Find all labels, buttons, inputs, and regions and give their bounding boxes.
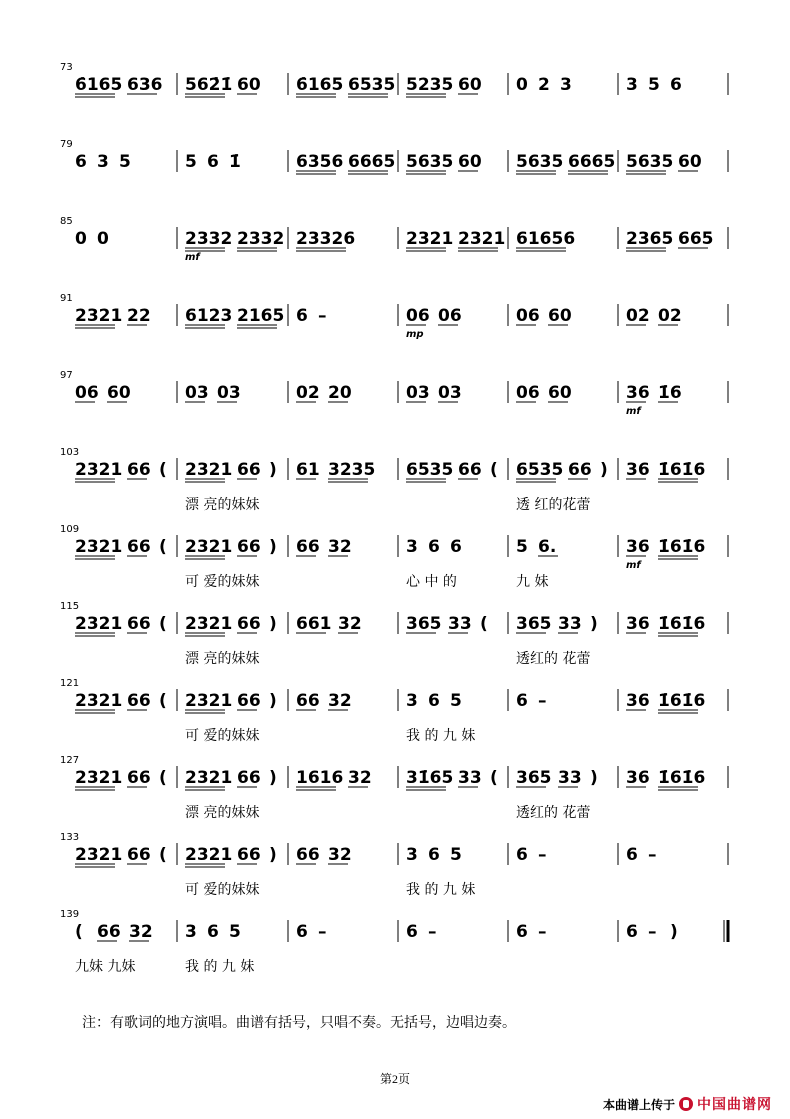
note-group: ) (269, 614, 277, 634)
note-group: 66 (568, 460, 592, 480)
lyric-line: 九妹 九妹 (75, 959, 136, 975)
note-group: ( (159, 768, 167, 788)
note-group: 66 (127, 691, 151, 711)
note-group: ) (269, 460, 277, 480)
note-group: 5 (516, 537, 528, 557)
note-group: ( (480, 614, 488, 634)
note-group: 60 (678, 152, 702, 172)
note-group: 6 (296, 922, 308, 942)
note-group: 665 (678, 229, 714, 249)
note-group: 0 (75, 229, 87, 249)
note-group: ) (600, 460, 608, 480)
note-group: 32 (328, 691, 352, 711)
note-group: 66 (127, 460, 151, 480)
note-group: 6 (428, 691, 440, 711)
measure-number: 103 (60, 447, 80, 458)
lyric-line: 漂 亮的妹妹 (185, 651, 260, 667)
note-group: 1̇61̇6 (658, 614, 706, 634)
measure-number: 79 (60, 139, 73, 150)
measure-number: 73 (60, 62, 73, 73)
note-group: 32 (328, 845, 352, 865)
note-group: 5235 (406, 75, 454, 95)
lyric-line: 可 爱的妹妹 (185, 728, 260, 744)
note-group: 1̇61̇6 (658, 460, 706, 480)
note-group: 6535 (348, 75, 396, 95)
note-group: 03 (406, 383, 430, 403)
note-group: – (538, 922, 547, 942)
note-group: 02 (658, 306, 682, 326)
note-group: 36 (626, 691, 650, 711)
note-group: 0 (516, 75, 528, 95)
note-group: 06 (406, 306, 430, 326)
note-group: 33 (558, 768, 582, 788)
note-group: 66 (127, 537, 151, 557)
note-group: ) (269, 537, 277, 557)
measure-number: 127 (60, 755, 80, 766)
page-number: 第2页 (379, 1072, 410, 1086)
note-group: ) (670, 922, 678, 942)
note-group: 6356 (296, 152, 344, 172)
note-group: ( (159, 691, 167, 711)
note-group: 365 (516, 768, 552, 788)
note-group: 365 (516, 614, 552, 634)
site-name[interactable]: 中国曲谱网 (697, 1096, 772, 1112)
note-group: 66 (237, 614, 261, 634)
note-group: 2321 (185, 845, 233, 865)
note-group: 61 (296, 460, 320, 480)
note-group: 6 (516, 845, 528, 865)
note-group: 6 (207, 922, 219, 942)
note-group: 03 (217, 383, 241, 403)
note-group: 6 (75, 152, 87, 172)
note-group: 66 (296, 537, 320, 557)
note-group: 6 (428, 845, 440, 865)
note-group: 66 (127, 845, 151, 865)
note-group: 36 (626, 537, 650, 557)
note-group: 06 (438, 306, 462, 326)
note-group: 3 (406, 845, 418, 865)
note-group: 1̇ (229, 152, 241, 172)
note-group: 3 (626, 75, 638, 95)
note-group: 2321 (185, 768, 233, 788)
note-group: 5635 (406, 152, 454, 172)
note-group: 2321 (75, 306, 123, 326)
note-group: 3 (560, 75, 572, 95)
note-group: 5 (185, 152, 197, 172)
note-group: 66 (296, 845, 320, 865)
note-group: 60 (458, 75, 482, 95)
note-group: 5 (450, 845, 462, 865)
note-group: – (648, 845, 657, 865)
note-group: 6 (428, 537, 440, 557)
note-group: 23326 (296, 229, 356, 249)
note-group: 562̇1̇ (185, 75, 233, 95)
note-group: 3235 (328, 460, 376, 480)
note-group: 66 (296, 691, 320, 711)
note-group: 1̇6 (658, 383, 682, 403)
note-group: 66 (237, 845, 261, 865)
note-group: ) (590, 614, 598, 634)
note-group: 1̇61̇6 (658, 768, 706, 788)
note-group: 6 (207, 152, 219, 172)
note-group: 1̇61̇6 (658, 691, 706, 711)
note-group: 66 (237, 768, 261, 788)
lyric-line: 透红的 花蕾 (516, 805, 591, 821)
note-group: 36 (626, 768, 650, 788)
note-group: 33 (558, 614, 582, 634)
note-group: 32 (328, 537, 352, 557)
note-group: 5 (648, 75, 660, 95)
note-group: ) (269, 768, 277, 788)
note-group: 03 (185, 383, 209, 403)
note-group: 6 (626, 922, 638, 942)
note-group: 6 (516, 922, 528, 942)
lyric-line: 我 的 九 妹 (406, 882, 476, 898)
note-group: 6 (670, 75, 682, 95)
note-group: 02 (296, 383, 320, 403)
note-group: 1616 (296, 768, 344, 788)
note-group: 2321 (185, 614, 233, 634)
note-group: 0 (97, 229, 109, 249)
note-group: ) (590, 768, 598, 788)
note-group: – (538, 845, 547, 865)
note-group: ( (75, 922, 83, 942)
note-group: 5 (119, 152, 131, 172)
upload-footer (603, 1094, 772, 1114)
note-group: 661 (296, 614, 332, 634)
note-group: 6665 (348, 152, 396, 172)
note-group: 32 (338, 614, 362, 634)
note-group: – (648, 922, 657, 942)
note-group: 60 (548, 306, 572, 326)
dynamic-mark: mf (626, 560, 641, 571)
note-group: 2321 (75, 768, 123, 788)
note-group: 22 (127, 306, 151, 326)
note-group: 6 (626, 845, 638, 865)
measure-number: 139 (60, 909, 80, 920)
lyric-line: 我 的 九 妹 (406, 728, 476, 744)
note-group: ( (159, 845, 167, 865)
note-group: 2165 (237, 306, 285, 326)
note-group: 6̇165 (75, 75, 123, 95)
note-group: 60 (458, 152, 482, 172)
note-group: 33 (458, 768, 482, 788)
note-group: 6 (406, 922, 418, 942)
note-group: – (538, 691, 547, 711)
note-group: 02 (626, 306, 650, 326)
lyric-line: 漂 亮的妹妹 (185, 497, 260, 513)
note-group: 06 (75, 383, 99, 403)
note-group: 3 (185, 922, 197, 942)
note-group: 5635 (516, 152, 564, 172)
note-group: – (318, 306, 327, 326)
note-group: 60 (548, 383, 572, 403)
measure-number: 91 (60, 293, 73, 304)
note-group: 2332 (237, 229, 285, 249)
note-group: 66 (237, 691, 261, 711)
note-group: 5 (229, 922, 241, 942)
note-group: 20 (328, 383, 352, 403)
performance-note: 注：有歌词的地方演唱。曲谱有括号，只唱不奏。无括号，边唱边奏。 (82, 1015, 516, 1031)
lyric-line: 可 爱的妹妹 (185, 574, 260, 590)
note-group: 6 (296, 306, 308, 326)
note-group: 636 (127, 75, 163, 95)
note-group: 2321 (185, 537, 233, 557)
note-group: 2332 (185, 229, 233, 249)
upload-text: 本曲谱上传于 (602, 1097, 675, 1112)
note-group: 6535 (516, 460, 564, 480)
note-group: ) (269, 845, 277, 865)
measure-number: 97 (60, 370, 73, 381)
note-group: 66 (237, 537, 261, 557)
note-group: 3 (406, 691, 418, 711)
note-group: 1̇61̇6 (658, 537, 706, 557)
note-group: 2 (538, 75, 550, 95)
note-group: ) (269, 691, 277, 711)
dynamic-mark: mp (406, 329, 424, 340)
lyric-line: 透红的 花蕾 (516, 651, 591, 667)
note-group: 60 (107, 383, 131, 403)
lyric-line: 我 的 九 妹 (185, 959, 255, 975)
note-group: 36 (626, 383, 650, 403)
lyric-line: 可 爱的妹妹 (185, 882, 260, 898)
note-group: 6 (516, 691, 528, 711)
lyric-line: 九 妹 (516, 574, 549, 590)
note-group: 2321 (406, 229, 454, 249)
note-group: 365 (406, 614, 442, 634)
note-group: 66 (127, 614, 151, 634)
note-group: 2321 (75, 537, 123, 557)
note-group: 31̇65 (406, 768, 454, 788)
note-group: 3 (97, 152, 109, 172)
lyric-line: 漂 亮的妹妹 (185, 805, 260, 821)
note-group: 66 (237, 460, 261, 480)
note-group: 3 (406, 537, 418, 557)
note-group: ( (490, 460, 498, 480)
note-group: 5635 (626, 152, 674, 172)
measure-number: 85 (60, 216, 73, 227)
note-group: 6123 (185, 306, 233, 326)
dynamic-mark: mf (626, 406, 641, 417)
note-group: 2321 (185, 691, 233, 711)
note-group: 06 (516, 306, 540, 326)
note-group: 36 (626, 460, 650, 480)
note-group: 03 (438, 383, 462, 403)
measure-number: 133 (60, 832, 80, 843)
site-logo-icon (679, 1097, 693, 1111)
measure-number: 109 (60, 524, 80, 535)
note-group: 6 (450, 537, 462, 557)
lyric-line: 透 红的花蕾 (516, 497, 591, 513)
note-group: 2365 (626, 229, 674, 249)
dynamic-mark: mf (185, 252, 200, 263)
note-group: 36 (626, 614, 650, 634)
measure-number: 115 (60, 601, 80, 612)
note-group: ( (159, 460, 167, 480)
note-group: 32 (129, 922, 153, 942)
note-group: ( (490, 768, 498, 788)
note-group: 6665 (568, 152, 616, 172)
note-group: 32 (348, 768, 372, 788)
note-group: 2321 (75, 691, 123, 711)
note-group: 66 (127, 768, 151, 788)
note-group: 66 (97, 922, 121, 942)
note-group: ( (159, 537, 167, 557)
note-group: 06 (516, 383, 540, 403)
note-group: 2321 (185, 460, 233, 480)
note-group: 5 (450, 691, 462, 711)
note-group: 2321 (75, 460, 123, 480)
note-group: – (318, 922, 327, 942)
note-group: 2321 (458, 229, 506, 249)
note-group: 66 (458, 460, 482, 480)
note-group: – (428, 922, 437, 942)
note-group: 2321 (75, 845, 123, 865)
note-group: 61656 (516, 229, 576, 249)
note-group: 33 (448, 614, 472, 634)
note-group: ( (159, 614, 167, 634)
note-group: 2321 (75, 614, 123, 634)
note-group: 6̇165 (296, 75, 344, 95)
lyric-line: 心 中 的 (406, 574, 457, 590)
note-group: 6. (538, 537, 557, 557)
note-group: 60 (237, 75, 261, 95)
note-group: 6535 (406, 460, 454, 480)
measure-number: 121 (60, 678, 80, 689)
